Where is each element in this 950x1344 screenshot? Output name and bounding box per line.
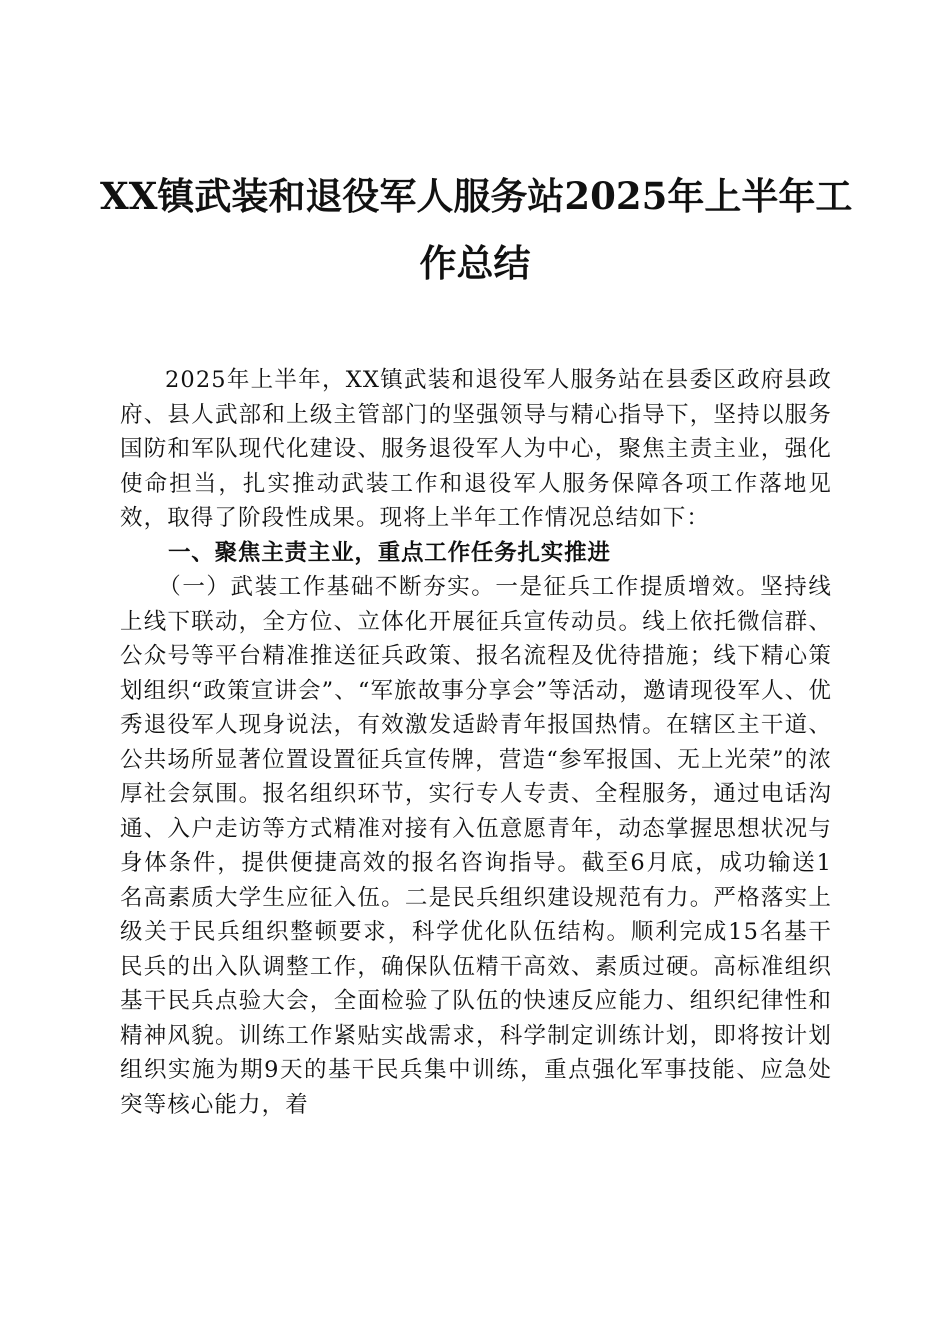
document-title-line-2: 作总结: [419, 241, 531, 285]
document-title-line-1: XX镇武装和退役军人服务站2025年上半年工: [100, 174, 853, 218]
intro-paragraph: 2025年上半年，XX镇武装和退役军人服务站在县委区政府县政府、县人武部和上级主管部门的坚强领导与精心指导下，坚持以服务国防和军队现代化建设、服务退役军人为中心，聚焦主责主业，强化使命担当，扎实推动武装工作和退役军人服务保障各项工作落地见效，取得了阶段性成果。现将上半年工作情况总结如下：: [120, 367, 832, 531]
section-1-heading: 一、聚焦主责主业，重点工作任务扎实推进: [168, 539, 611, 566]
document-body: [120, 363, 832, 1122]
section-1-paragraph-1: （一）武装工作基础不断夯实。一是征兵工作提质增效。坚持线上线下联动，全方位、立体化开展征兵宣传动员。线上依托微信群、公众号等平台精准推送征兵政策、报名流程及优待措施；线下精心策划组织“政策宣讲会”、“军旅故事分享会”等活动，邀请现役军人、优秀退役军人现身说法，有效激发适龄青年报国热情。在辖区主干道、公共场所显著位置设置征兵宣传牌，营造“参军报国、无上光荣”的浓厚社会氛围。报名组织环节，实行专人专责、全程服务，通过电话沟通、入户走访等方式精准对接有入伍意愿青年，动态掌握思想状况与身体条件，提供便捷高效的报名咨询指导。截至6月底，成功输送1名高素质大学生应征入伍。二是民兵组织建设规范有力。严格落实上级关于民兵组织整顿要求，科学优化队伍结构。顺利完成15名基干民兵的出入队调整工作，确保队伍精干高效、素质过硬。高标准组织基干民兵点验大会，全面检验了队伍的快速反应能力、组织纪律性和精神风貌。训练工作紧贴实战需求，科学制定训练计划，即将按计划组织实施为期9天的基干民兵集中训练，重点强化军事技能、应急处突等核心能力，着: [120, 574, 832, 1118]
